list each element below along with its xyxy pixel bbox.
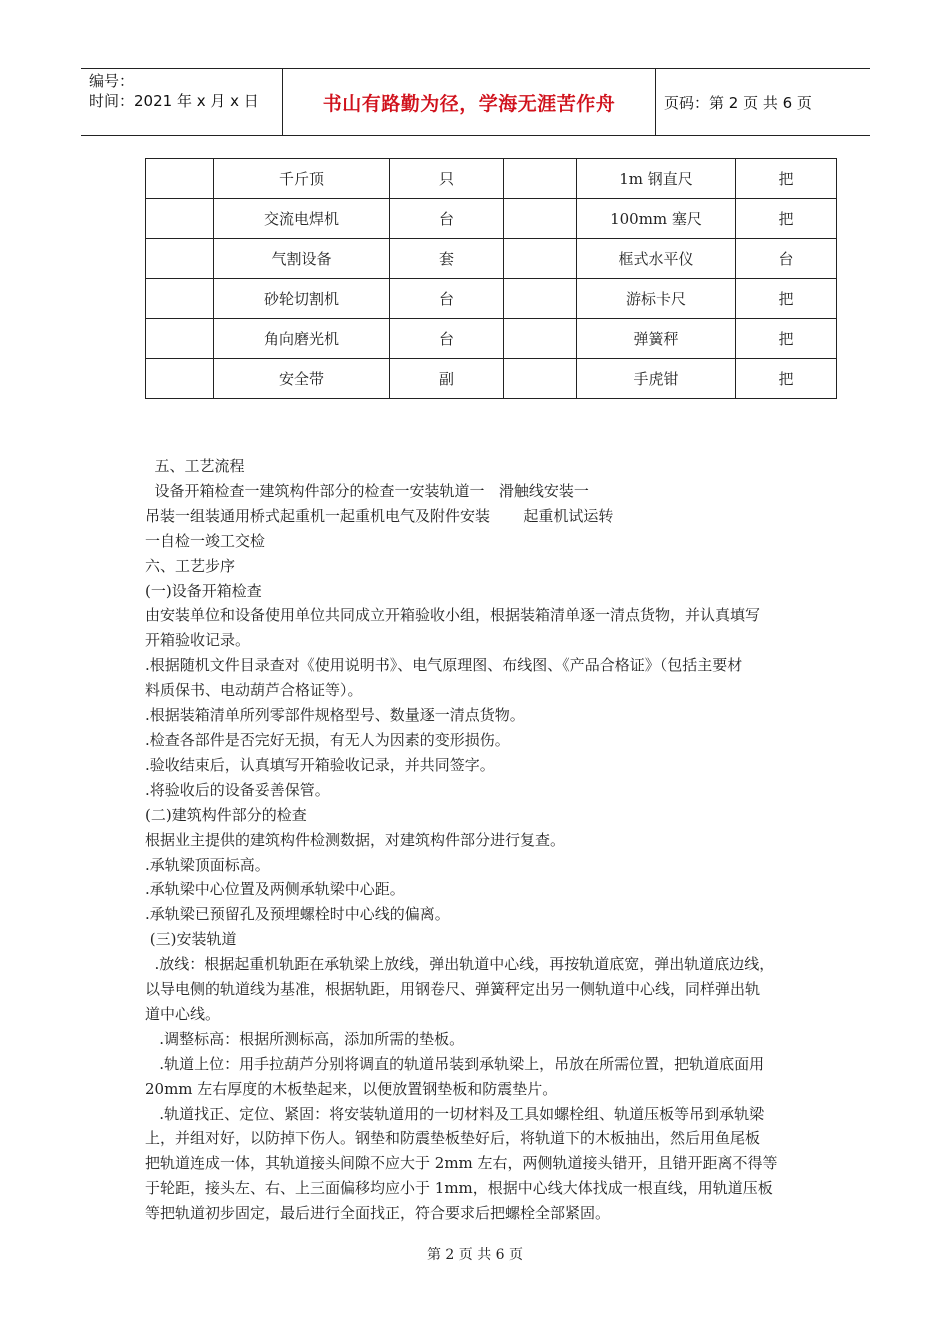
- table-cell-c5: 100mm 塞尺: [577, 199, 736, 239]
- header-divider-right: [655, 68, 656, 136]
- text-line: .轨道找正、定位、紧固：将安装轨道用的一切材料及工具如螺栓组、轨道压板等吊到承轨梁: [145, 1104, 765, 1123]
- header-meta: [89, 71, 259, 111]
- table-cell-c2: 角向磨光机: [214, 319, 390, 359]
- text-line: 六、工艺步序: [145, 556, 236, 575]
- text-line: 以导电侧的轨道线为基准，根据轨距，用钢卷尺、弹簧秤定出另一侧轨道中心线，同样弹出轨: [145, 980, 761, 999]
- table-cell-c4: [504, 159, 577, 199]
- table-cell-c4: [504, 199, 577, 239]
- text-line: (二)建筑构件部分的检查: [145, 805, 307, 824]
- table-cell-c6: 把: [736, 279, 837, 319]
- text-line: 把轨道连成一体，其轨道接头间隙不应大于 2mm 左右，两侧轨道接头错开，且错开距离不得等: [145, 1154, 778, 1173]
- table-cell-c2: 砂轮切割机: [214, 279, 390, 319]
- table-cell-c5: 手虎钳: [577, 359, 736, 399]
- table-cell-c3: 副: [390, 359, 504, 399]
- table-cell-c1: [146, 319, 214, 359]
- header-page-info: 页码：第 2 页 共 6 页: [664, 94, 812, 112]
- text-line: .将验收后的设备妥善保管。: [145, 780, 330, 799]
- table-cell-c1: [146, 199, 214, 239]
- text-line: 根据业主提供的建筑构件检测数据，对建筑构件部分进行复查。: [145, 830, 566, 849]
- text-line: .根据随机文件目录查对《使用说明书》、电气原理图、布线图、《产品合格证》（包括主要材: [145, 656, 743, 675]
- table-cell-c4: [504, 359, 577, 399]
- table-cell-c6: 把: [736, 199, 837, 239]
- table-cell-c3: 只: [390, 159, 504, 199]
- table-row: [146, 239, 837, 279]
- text-line: 于轮距，接头左、右、上三面偏移均应小于 1mm，根据中心线大体找成一根直线，用轨道压板: [145, 1179, 773, 1198]
- text-line: 一自检一竣工交检: [145, 531, 266, 550]
- text-line: 由安装单位和设备使用单位共同成立开箱验收小组，根据装箱清单逐一清点货物，并认真填写: [145, 606, 761, 625]
- text-line: .承轨梁已预留孔及预埋螺栓时中心线的偏离。: [145, 905, 450, 924]
- text-line: .检查各部件是否完好无损，有无人为因素的变形损伤。: [145, 730, 510, 749]
- text-line: .承轨梁顶面标高。: [145, 855, 270, 874]
- table-cell-c1: [146, 239, 214, 279]
- table-row: [146, 159, 837, 199]
- table-cell-c2: 安全带: [214, 359, 390, 399]
- text-line: 设备开箱检查一建筑构件部分的检查一安装轨道一 滑触线安装一: [145, 481, 589, 500]
- text-line: .调整标高：根据所测标高，添加所需的垫板。: [145, 1029, 465, 1048]
- table-cell-c5: 框式水平仪: [577, 239, 736, 279]
- table-cell-c3: 台: [390, 279, 504, 319]
- text-line: .承轨梁中心位置及两侧承轨梁中心距。: [145, 880, 405, 899]
- document-number-label: 编号：: [89, 72, 135, 90]
- text-line: .放线：根据起重机轨距在承轨梁上放线，弹出轨道中心线，再按轨道底宽，弹出轨道底边线，: [145, 955, 775, 974]
- table-cell-c5: 1m 钢直尺: [577, 159, 736, 199]
- table-cell-c4: [504, 239, 577, 279]
- table-cell-c4: [504, 319, 577, 359]
- table-row: [146, 319, 837, 359]
- table-cell-c3: 套: [390, 239, 504, 279]
- table-cell-c5: 弹簧秤: [577, 319, 736, 359]
- table-cell-c3: 台: [390, 319, 504, 359]
- table-cell-c4: [504, 279, 577, 319]
- table-cell-c1: [146, 359, 214, 399]
- text-line: .验收结束后，认真填写开箱验收记录，并共同签字。: [145, 755, 495, 774]
- table-cell-c3: 台: [390, 199, 504, 239]
- text-line: 开箱验收记录。: [145, 631, 251, 650]
- table-row: [146, 199, 837, 239]
- table-cell-c1: [146, 279, 214, 319]
- table-row: [146, 359, 837, 399]
- text-line: 道中心线。: [145, 1004, 221, 1023]
- text-line: (三)安装轨道: [145, 930, 237, 949]
- document-body: [145, 454, 807, 1226]
- page-footer: 第 2 页 共 6 页: [426, 1247, 524, 1263]
- text-line: 料质保书、电动葫芦合格证等）。: [145, 681, 363, 700]
- table-cell-c5: 游标卡尺: [577, 279, 736, 319]
- table-row: [146, 279, 837, 319]
- header-motto: 书山有路勤为径，学海无涯苦作舟: [322, 92, 616, 115]
- table-cell-c1: [146, 159, 214, 199]
- text-line: 吊装一组装通用桥式起重机一起重机电气及附件安装 起重机试运转: [145, 506, 614, 525]
- tools-table: [145, 158, 837, 399]
- text-line: 上，并组对好，以防掉下伤人。钢垫和防震垫板垫好后，将轨道下的木板抽出，然后用鱼尾板: [145, 1129, 761, 1148]
- document-date: 时间：2021 年 x 月 x 日: [89, 92, 259, 110]
- table-cell-c6: 把: [736, 319, 837, 359]
- table-cell-c2: 千斤顶: [214, 159, 390, 199]
- table-cell-c6: 把: [736, 359, 837, 399]
- text-line: 等把轨道初步固定，最后进行全面找正，符合要求后把螺栓全部紧固。: [145, 1204, 611, 1223]
- text-line: .轨道上位：用手拉葫芦分别将调直的轨道吊装到承轨梁上，吊放在所需位置，把轨道底面用: [145, 1054, 765, 1073]
- text-line: 20mm 左右厚度的木板垫起来，以便放置钢垫板和防震垫片。: [145, 1079, 558, 1098]
- text-line: (一)设备开箱检查: [145, 581, 262, 600]
- text-line: .根据装箱清单所列零部件规格型号、数量逐一清点货物。: [145, 706, 525, 725]
- table-cell-c6: 台: [736, 239, 837, 279]
- table-cell-c2: 气割设备: [214, 239, 390, 279]
- table-cell-c2: 交流电焊机: [214, 199, 390, 239]
- table-cell-c6: 把: [736, 159, 837, 199]
- text-line: 五、工艺流程: [145, 457, 245, 475]
